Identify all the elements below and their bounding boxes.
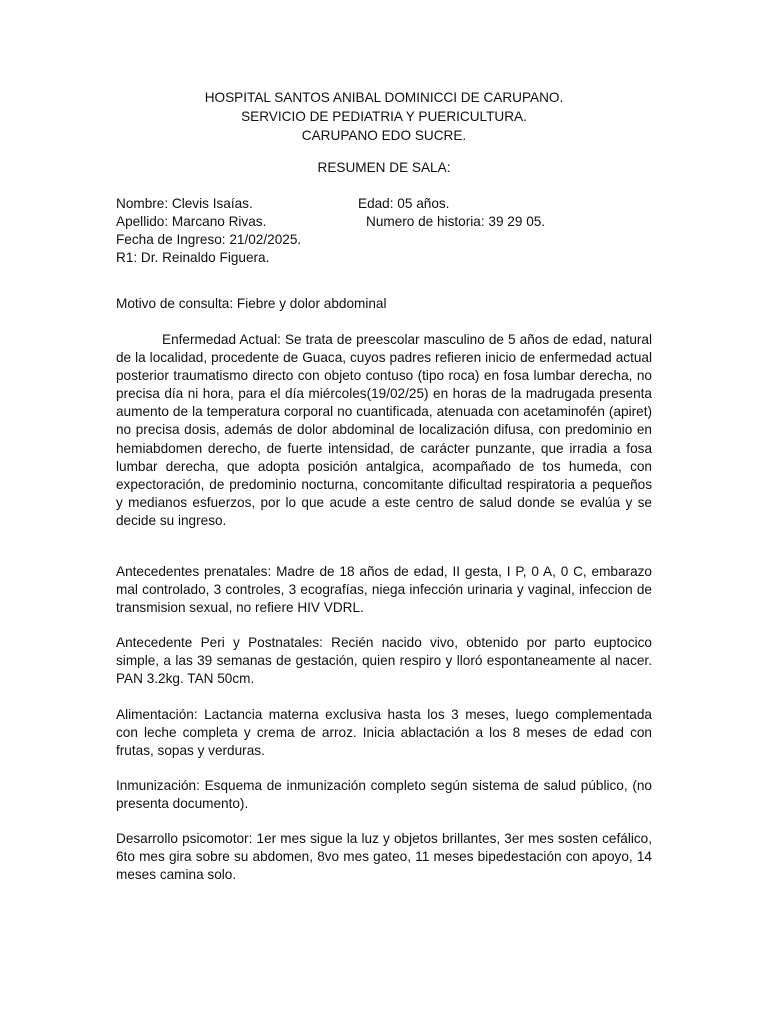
history-number: Numero de historia: 39 29 05. — [366, 214, 546, 229]
reason-text: Motivo de consulta: Fiebre y dolor abdominal — [116, 296, 387, 311]
document-header — [116, 88, 652, 145]
current-illness-section — [116, 331, 652, 530]
patient-name: Nombre: Clevis Isaías. — [116, 196, 253, 211]
patient-age: Edad: 05 años. — [358, 196, 450, 211]
immunization-text: Inmunización: Esquema de inmunización completo según sistema de salud público, (no presenta documento). — [116, 778, 652, 812]
patient-surname: Apellido: Marcano Rivas. — [116, 214, 267, 229]
psychomotor-section — [116, 830, 652, 884]
service-name: SERVICIO DE PEDIATRIA Y PUERICULTURA. — [241, 109, 527, 124]
prenatal-history-text: Antecedentes prenatales: Madre de 18 años de edad, II gesta, I P, 0 A, 0 C, embarazo mal controlado, 3 controles, 3 ecografías, niega infección urinaria y vaginal, infeccion de transmision sexual, no refiere HIV VDRL. — [116, 564, 652, 616]
current-illness-text: Enfermedad Actual: Se trata de preescolar masculino de 5 años de edad, natural de la localidad, procedente de Guaca, cuyos padres refieren inicio de enfermedad actual posterior traumatismo directo con objeto contuso (tipo roca) en fosa lumbar derecha, no precisa día ni hora, para el día miércoles(19/02/25) en horas de la madrugada presenta aumento de la temperatura corporal no cuantificada, atenuada con acetaminofén (apiret) no precisa dosis, además de dolor abdominal de localización difusa, con predominio en hemiabdomen derecho, de fuerte intensidad, de carácter punzante, que irradia a fosa lumbar derecha, que adopta posición antalgica, acompañado de tos humeda, con expectoración, de predominio nocturna, concomitante dificultad respiratoria a pequeños y medianos esfuerzos, por lo que acude a este centro de salud donde se evalúa y se decide su ingreso. — [116, 332, 652, 528]
immunization-section — [116, 777, 652, 813]
prenatal-history-section — [116, 563, 652, 617]
perinatal-history-section — [116, 634, 652, 688]
resident-doctor: R1: Dr. Reinaldo Figuera. — [116, 250, 270, 265]
feeding-section — [116, 706, 652, 760]
location-name: CARUPANO EDO SUCRE. — [301, 128, 467, 143]
feeding-text: Alimentación: Lactancia materna exclusiva hasta los 3 meses, luego complementada con leche completa y crema de arroz. Inicia ablactación a los 8 meses de edad con frutas, sopas y verduras. — [116, 707, 652, 759]
psychomotor-text: Desarrollo psicomotor: 1er mes sigue la luz y objetos brillantes, 3er mes sosten cefálico, 6to mes gira sobre su abdomen, 8vo mes gateo, 11 meses bipedestación con apoyo, 14 meses camina solo. — [116, 831, 652, 883]
admission-date: Fecha de Ingreso: 21/02/2025. — [116, 232, 302, 247]
document-title: RESUMEN DE SALA: — [317, 160, 451, 175]
reason-for-visit — [116, 295, 652, 313]
perinatal-history-text: Antecedente Peri y Postnatales: Recién nacido vivo, obtenido por parto euptocico simple, a las 39 semanas de gestación, quien respiro y lloró espontaneamente al nacer. PAN 3.2kg. TAN 50cm. — [116, 635, 652, 687]
hospital-name: HOSPITAL SANTOS ANIBAL DOMINICCI DE CARUPANO. — [204, 90, 564, 105]
